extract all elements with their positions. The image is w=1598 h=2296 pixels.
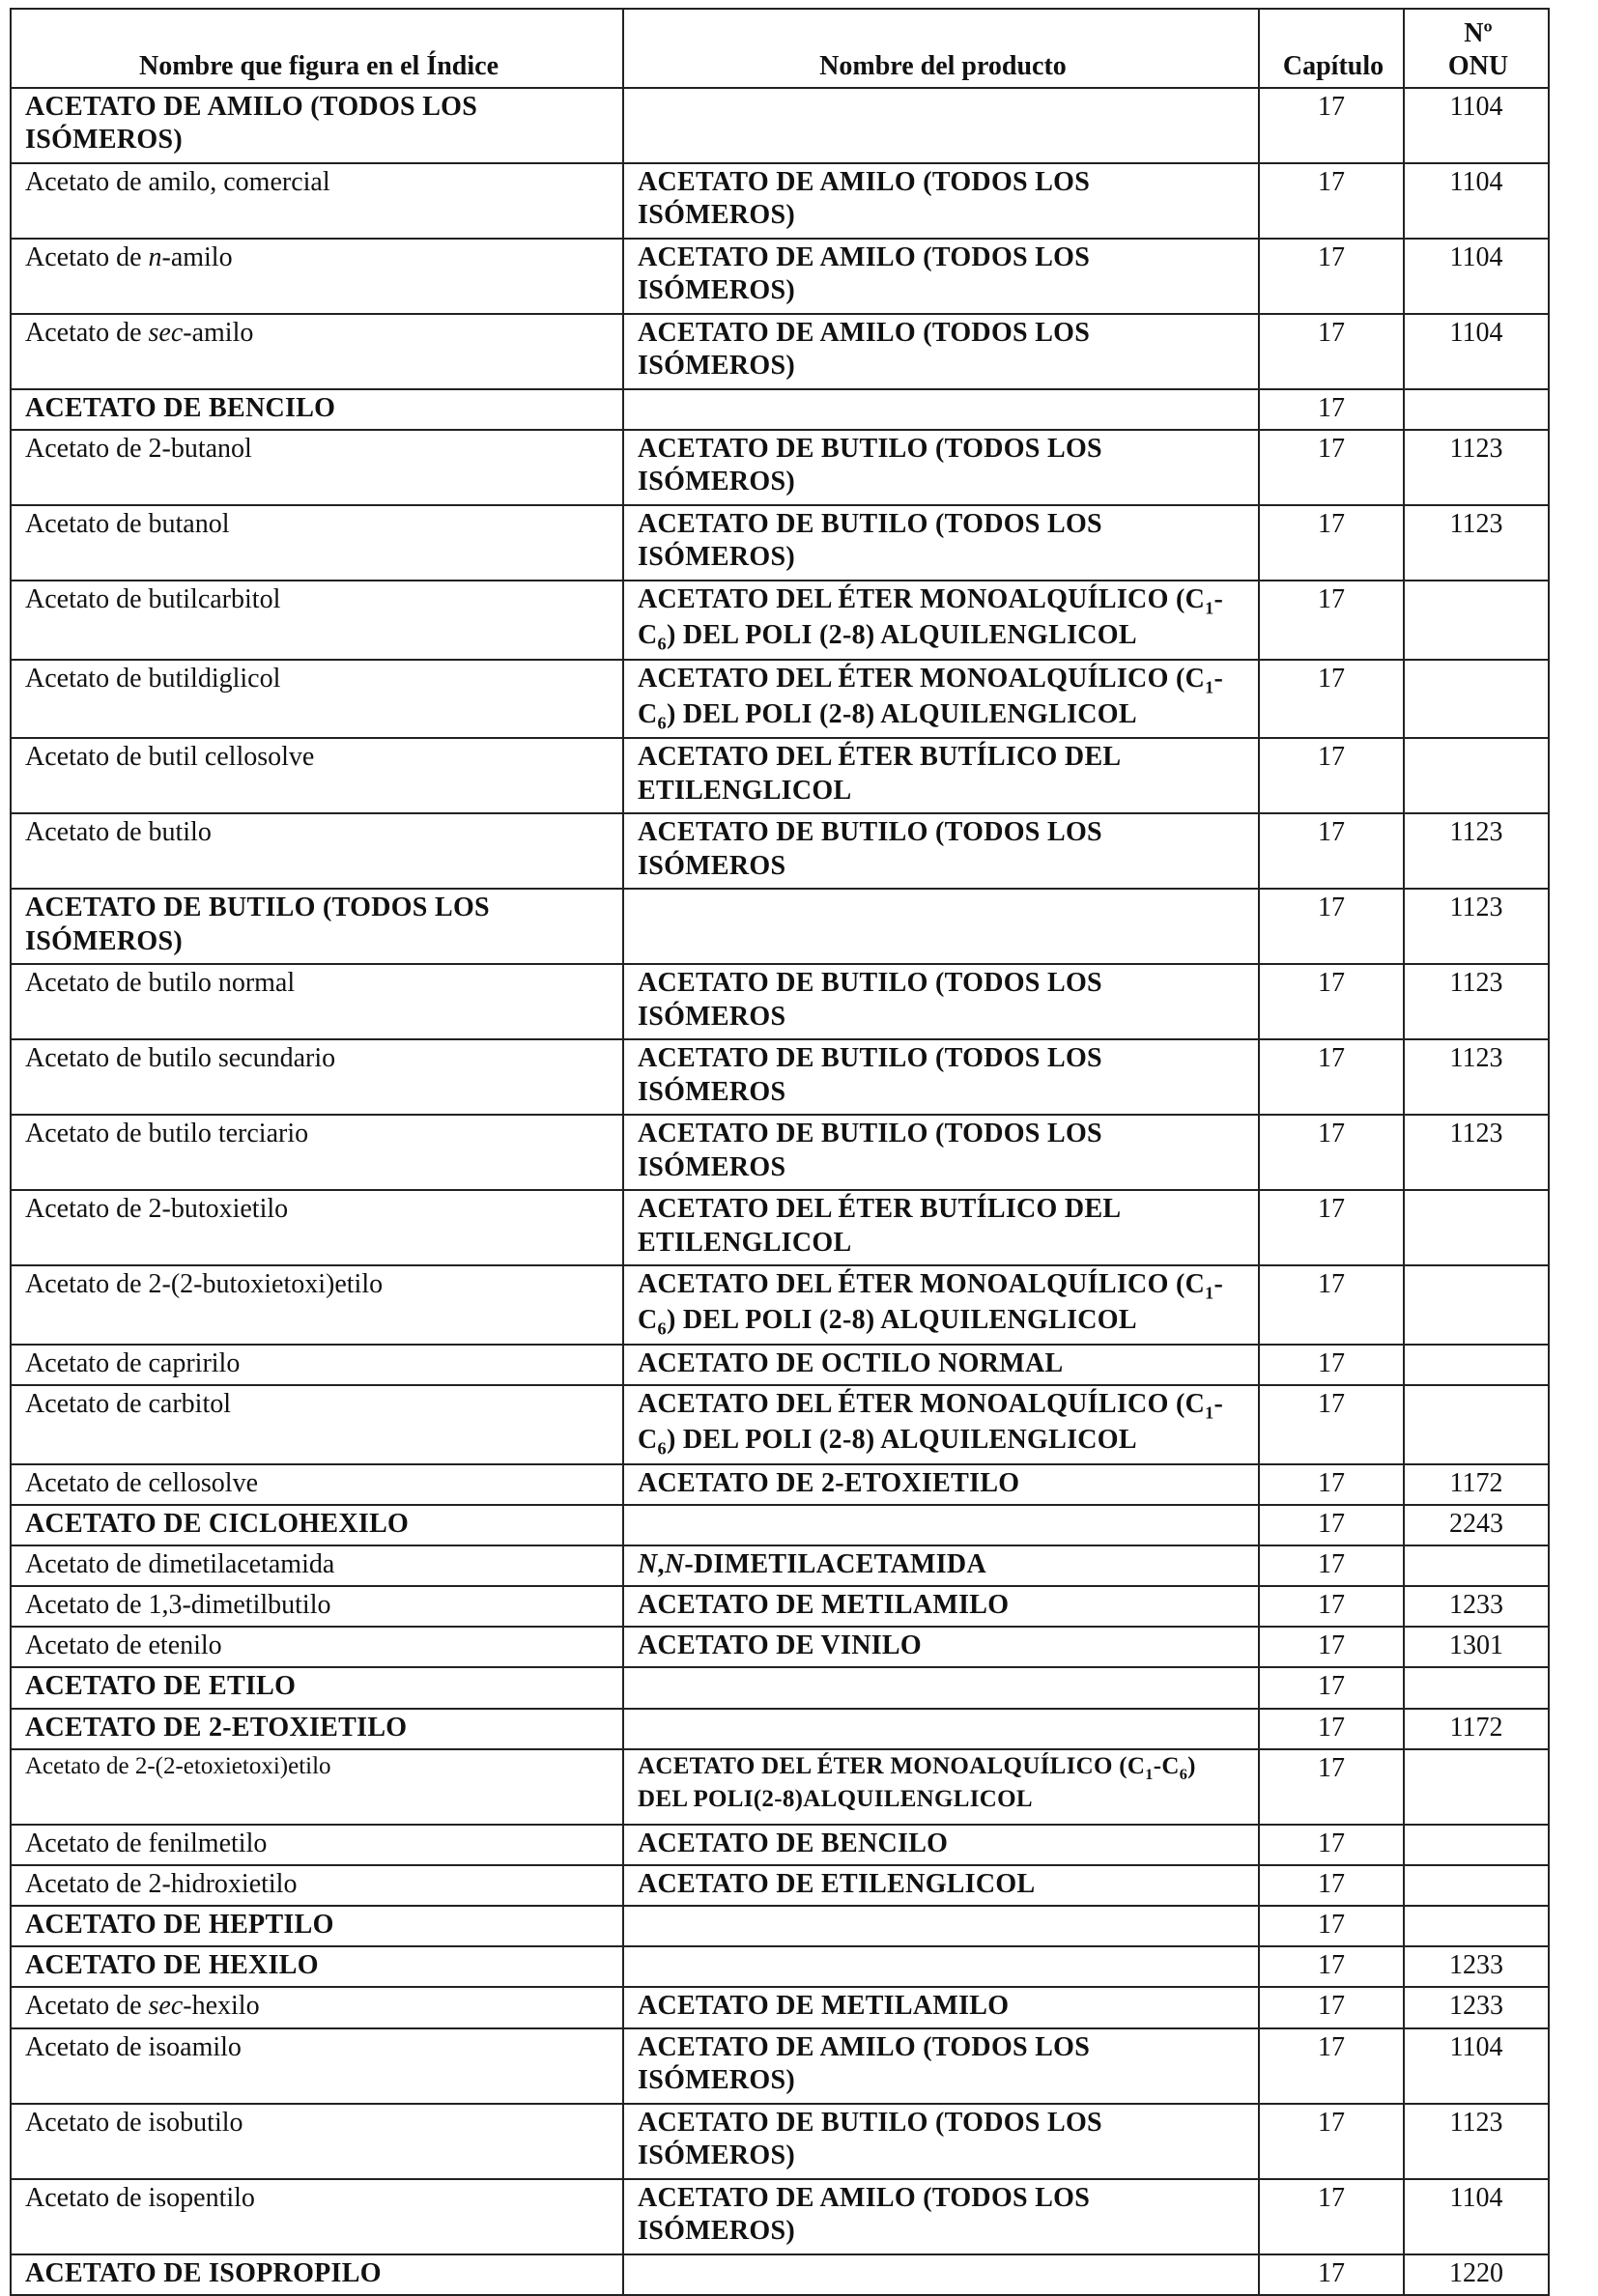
cell-index-name: Acetato de sec-amilo — [11, 314, 623, 389]
cell-chapter: 17 — [1259, 964, 1404, 1039]
cell-product-name: ACETATO DEL ÉTER BUTÍLICO DEL ETILENGLICOL — [623, 738, 1259, 813]
cell-chapter: 17 — [1259, 1825, 1404, 1865]
cell-un-number — [1404, 1667, 1549, 1708]
table-row — [11, 1825, 1549, 1865]
header-product-name: Nombre del producto — [623, 9, 1259, 88]
cell-chapter: 17 — [1259, 1265, 1404, 1345]
cell-chapter: 17 — [1259, 2254, 1404, 2295]
header-un-line1: Nº — [1464, 17, 1493, 48]
cell-un-number — [1404, 1265, 1549, 1345]
cell-product-name: ACETATO DEL ÉTER MONOALQUÍLICO $(C_1-C_6)$ DEL POLI (2-8) ALQUILENGLICOL — [623, 1385, 1259, 1464]
cell-un-number: 1172 — [1404, 1464, 1549, 1505]
table-row — [11, 2028, 1549, 2104]
table-row — [11, 1345, 1549, 1385]
table-row — [11, 1865, 1549, 1906]
cell-un-number — [1404, 1749, 1549, 1825]
cell-un-number: 1233 — [1404, 1987, 1549, 2027]
cell-index-name: ACETATO DE CICLOHEXILO — [11, 1505, 623, 1545]
cell-chapter: 17 — [1259, 1464, 1404, 1505]
table-row — [11, 1946, 1549, 1987]
cell-chapter: 17 — [1259, 314, 1404, 389]
cell-product-name — [623, 389, 1259, 430]
cell-chapter: 17 — [1259, 581, 1404, 660]
table-row — [11, 964, 1549, 1039]
cell-chapter: 17 — [1259, 1749, 1404, 1825]
cell-product-name: ACETATO DE BUTILO (TODOS LOS ISÓMEROS — [623, 1039, 1259, 1115]
table-row — [11, 163, 1549, 239]
cell-product-name: ACETATO DE AMILO (TODOS LOS ISÓMEROS) — [623, 2028, 1259, 2104]
table-row — [11, 1906, 1549, 1946]
cell-product-name: ACETATO DE BUTILO (TODOS LOS ISÓMEROS — [623, 964, 1259, 1039]
table-row — [11, 1464, 1549, 1505]
table-row — [11, 2104, 1549, 2179]
cell-chapter: 17 — [1259, 1906, 1404, 1946]
cell-product-name — [623, 2254, 1259, 2295]
cell-product-name — [623, 1709, 1259, 1749]
cell-chapter: 17 — [1259, 813, 1404, 889]
cell-chapter: 17 — [1259, 1505, 1404, 1545]
cell-un-number: 1104 — [1404, 239, 1549, 314]
cell-product-name: ACETATO DE METILAMILO — [623, 1987, 1259, 2027]
cell-index-name: Acetato de carbitol — [11, 1385, 623, 1464]
cell-product-name: ACETATO DE OCTILO NORMAL — [623, 1345, 1259, 1385]
cell-chapter: 17 — [1259, 1545, 1404, 1586]
cell-un-number: 1123 — [1404, 964, 1549, 1039]
cell-index-name: ACETATO DE 2-ETOXIETILO — [11, 1709, 623, 1749]
chemical-index-table — [10, 8, 1550, 2296]
table-row — [11, 239, 1549, 314]
cell-index-name: ACETATO DE HEXILO — [11, 1946, 623, 1987]
table-row — [11, 1709, 1549, 1749]
table-row — [11, 88, 1549, 163]
table-row — [11, 505, 1549, 581]
cell-index-name: Acetato de 2-butanol — [11, 430, 623, 505]
cell-un-number — [1404, 1825, 1549, 1865]
cell-product-name: ACETATO DE VINILO — [623, 1627, 1259, 1667]
cell-index-name: Acetato de butilo terciario — [11, 1115, 623, 1190]
cell-product-name: ACETATO DE BUTILO (TODOS LOS ISÓMEROS) — [623, 2104, 1259, 2179]
cell-index-name: Acetato de isobutilo — [11, 2104, 623, 2179]
cell-product-name: ACETATO DE 2-ETOXIETILO — [623, 1464, 1259, 1505]
cell-chapter: 17 — [1259, 660, 1404, 739]
cell-un-number: 1233 — [1404, 1946, 1549, 1987]
cell-chapter: 17 — [1259, 889, 1404, 964]
cell-product-name — [623, 1946, 1259, 1987]
cell-un-number: 1104 — [1404, 163, 1549, 239]
table-row — [11, 1385, 1549, 1464]
header-un-number — [1404, 9, 1549, 88]
table-row — [11, 1039, 1549, 1115]
cell-un-number: 1123 — [1404, 889, 1549, 964]
cell-index-name: ACETATO DE ISOPROPILO — [11, 2254, 623, 2295]
cell-un-number: 1104 — [1404, 2179, 1549, 2254]
cell-un-number — [1404, 581, 1549, 660]
cell-index-name: ACETATO DE AMILO (TODOS LOS ISÓMEROS) — [11, 88, 623, 163]
table-row — [11, 389, 1549, 430]
cell-un-number: 1104 — [1404, 2028, 1549, 2104]
cell-product-name: ACETATO DE AMILO (TODOS LOS ISÓMEROS) — [623, 2179, 1259, 2254]
cell-un-number: 1123 — [1404, 505, 1549, 581]
cell-product-name — [623, 1505, 1259, 1545]
cell-index-name: Acetato de butildiglicol — [11, 660, 623, 739]
cell-un-number: 1104 — [1404, 314, 1549, 389]
cell-product-name: ACETATO DEL ÉTER MONOALQUÍLICO $(C_1-C_6)$ DEL POLI (2-8) ALQUILENGLICOL — [623, 660, 1259, 739]
cell-chapter: 17 — [1259, 1115, 1404, 1190]
cell-un-number — [1404, 1545, 1549, 1586]
cell-product-name — [623, 1906, 1259, 1946]
cell-chapter: 17 — [1259, 1709, 1404, 1749]
cell-chapter: 17 — [1259, 1946, 1404, 1987]
cell-un-number: 1220 — [1404, 2254, 1549, 2295]
table-row — [11, 1586, 1549, 1627]
cell-chapter: 17 — [1259, 2028, 1404, 2104]
cell-index-name: Acetato de butilo secundario — [11, 1039, 623, 1115]
cell-un-number: 1301 — [1404, 1627, 1549, 1667]
cell-product-name: ACETATO DE BUTILO (TODOS LOS ISÓMEROS — [623, 1115, 1259, 1190]
cell-un-number — [1404, 389, 1549, 430]
cell-product-name: ACETATO DE BUTILO (TODOS LOS ISÓMEROS) — [623, 505, 1259, 581]
cell-un-number: 1172 — [1404, 1709, 1549, 1749]
cell-chapter: 17 — [1259, 163, 1404, 239]
cell-un-number — [1404, 660, 1549, 739]
cell-index-name: Acetato de dimetilacetamida — [11, 1545, 623, 1586]
table-row — [11, 1115, 1549, 1190]
cell-product-name: ACETATO DE BENCILO — [623, 1825, 1259, 1865]
cell-index-name: Acetato de n-amilo — [11, 239, 623, 314]
cell-chapter: 17 — [1259, 1039, 1404, 1115]
table-row — [11, 813, 1549, 889]
cell-product-name — [623, 88, 1259, 163]
cell-un-number — [1404, 738, 1549, 813]
cell-chapter: 17 — [1259, 1190, 1404, 1265]
cell-index-name: Acetato de amilo, comercial — [11, 163, 623, 239]
cell-chapter: 17 — [1259, 1385, 1404, 1464]
cell-chapter: 17 — [1259, 1627, 1404, 1667]
cell-index-name: Acetato de 2-(2-etoxietoxi)etilo — [11, 1749, 623, 1825]
cell-index-name: Acetato de isoamilo — [11, 2028, 623, 2104]
cell-index-name: Acetato de 2-hidroxietilo — [11, 1865, 623, 1906]
cell-product-name — [623, 1667, 1259, 1708]
cell-un-number: 1123 — [1404, 430, 1549, 505]
table-body — [11, 88, 1549, 2295]
cell-index-name: ACETATO DE BENCILO — [11, 389, 623, 430]
cell-index-name: Acetato de butanol — [11, 505, 623, 581]
cell-un-number — [1404, 1385, 1549, 1464]
table-row — [11, 314, 1549, 389]
cell-chapter: 17 — [1259, 1586, 1404, 1627]
table-row — [11, 1265, 1549, 1345]
cell-chapter: 17 — [1259, 1987, 1404, 2027]
cell-index-name: Acetato de cellosolve — [11, 1464, 623, 1505]
cell-index-name: Acetato de 2-butoxietilo — [11, 1190, 623, 1265]
cell-un-number: 1123 — [1404, 2104, 1549, 2179]
cell-un-number: 1233 — [1404, 1586, 1549, 1627]
cell-index-name: Acetato de etenilo — [11, 1627, 623, 1667]
cell-un-number — [1404, 1906, 1549, 1946]
table-row — [11, 1505, 1549, 1545]
cell-chapter: 17 — [1259, 389, 1404, 430]
cell-product-name: ACETATO DE AMILO (TODOS LOS ISÓMEROS) — [623, 314, 1259, 389]
cell-chapter: 17 — [1259, 88, 1404, 163]
cell-un-number — [1404, 1190, 1549, 1265]
cell-product-name: ACETATO DE BUTILO (TODOS LOS ISÓMEROS — [623, 813, 1259, 889]
cell-chapter: 17 — [1259, 430, 1404, 505]
table-row — [11, 430, 1549, 505]
cell-un-number: 1104 — [1404, 88, 1549, 163]
cell-index-name: ACETATO DE BUTILO (TODOS LOS ISÓMEROS) — [11, 889, 623, 964]
table-header-row — [11, 9, 1549, 88]
cell-product-name: ACETATO DE AMILO (TODOS LOS ISÓMEROS) — [623, 239, 1259, 314]
table-row — [11, 2179, 1549, 2254]
cell-product-name: ACETATO DEL ÉTER MONOALQUÍLICO $(C_1-C_6)$ DEL POLI (2-8) ALQUILENGLICOL — [623, 581, 1259, 660]
header-index-name: Nombre que figura en el Índice — [11, 9, 623, 88]
cell-chapter: 17 — [1259, 1667, 1404, 1708]
cell-index-name: Acetato de butilo — [11, 813, 623, 889]
table-row — [11, 1667, 1549, 1708]
table-row — [11, 581, 1549, 660]
cell-product-name — [623, 889, 1259, 964]
cell-un-number: 1123 — [1404, 813, 1549, 889]
cell-chapter: 17 — [1259, 1865, 1404, 1906]
document-page — [10, 8, 1548, 2296]
cell-product-name: ACETATO DEL ÉTER BUTÍLICO DEL ETILENGLICOL — [623, 1190, 1259, 1265]
cell-product-name: ACETATO DEL ÉTER MONOALQUÍLICO $(C_1-C_6)$ DEL POLI (2-8) ALQUILENGLICOL — [623, 1265, 1259, 1345]
cell-chapter: 17 — [1259, 239, 1404, 314]
cell-index-name: Acetato de sec-hexilo — [11, 1987, 623, 2027]
cell-chapter: 17 — [1259, 1345, 1404, 1385]
table-row — [11, 1987, 1549, 2027]
cell-product-name: ACETATO DE ETILENGLICOL — [623, 1865, 1259, 1906]
cell-product-name: N,N-DIMETILACETAMIDA — [623, 1545, 1259, 1586]
table-row — [11, 1545, 1549, 1586]
cell-un-number: 1123 — [1404, 1115, 1549, 1190]
cell-product-name: ACETATO DE BUTILO (TODOS LOS ISÓMEROS) — [623, 430, 1259, 505]
table-row — [11, 2254, 1549, 2295]
cell-index-name: ACETATO DE ETILO — [11, 1667, 623, 1708]
cell-index-name: Acetato de butilcarbitol — [11, 581, 623, 660]
cell-un-number — [1404, 1865, 1549, 1906]
cell-product-name: ACETATO DEL ÉTER MONOALQUÍLICO $(C_1-C_6)$ DEL POLI(2-8)ALQUILENGLICOL — [623, 1749, 1259, 1825]
cell-index-name: Acetato de fenilmetilo — [11, 1825, 623, 1865]
table-row — [11, 738, 1549, 813]
header-un-line2: ONU — [1447, 50, 1509, 81]
cell-chapter: 17 — [1259, 2104, 1404, 2179]
cell-index-name: Acetato de butilo normal — [11, 964, 623, 1039]
cell-index-name: Acetato de isopentilo — [11, 2179, 623, 2254]
cell-index-name: Acetato de 1,3-dimetilbutilo — [11, 1586, 623, 1627]
cell-un-number: 2243 — [1404, 1505, 1549, 1545]
cell-chapter: 17 — [1259, 505, 1404, 581]
cell-un-number — [1404, 1345, 1549, 1385]
cell-chapter: 17 — [1259, 2179, 1404, 2254]
table-row — [11, 1190, 1549, 1265]
cell-chapter: 17 — [1259, 738, 1404, 813]
cell-product-name: ACETATO DE METILAMILO — [623, 1586, 1259, 1627]
table-row — [11, 1627, 1549, 1667]
cell-index-name: Acetato de butil cellosolve — [11, 738, 623, 813]
cell-index-name: Acetato de capririlo — [11, 1345, 623, 1385]
table-row — [11, 660, 1549, 739]
header-chapter: Capítulo — [1259, 9, 1404, 88]
table-row — [11, 1749, 1549, 1825]
cell-index-name: Acetato de 2-(2-butoxietoxi)etilo — [11, 1265, 623, 1345]
cell-index-name: ACETATO DE HEPTILO — [11, 1906, 623, 1946]
table-row — [11, 889, 1549, 964]
cell-un-number: 1123 — [1404, 1039, 1549, 1115]
cell-product-name: ACETATO DE AMILO (TODOS LOS ISÓMEROS) — [623, 163, 1259, 239]
